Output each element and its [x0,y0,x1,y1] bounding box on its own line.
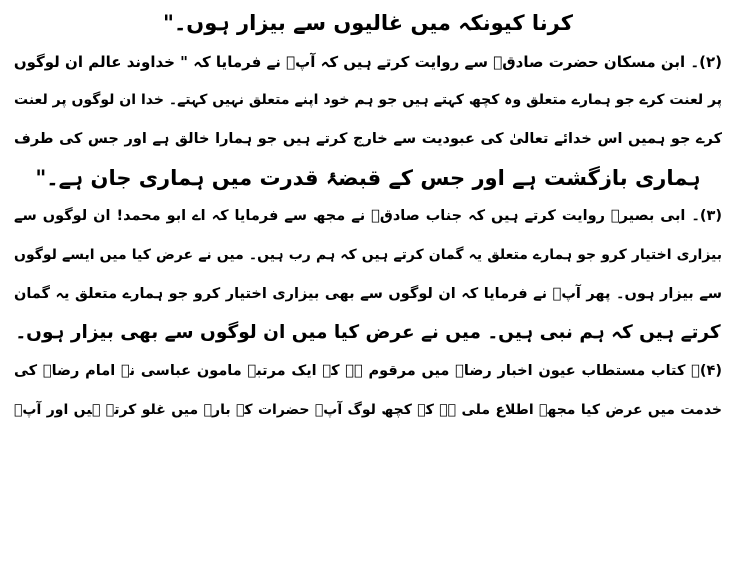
text-line-9: کرتے ہیں کہ ہم نبی ہیں۔ میں نے عرض کیا میں ان لوگوں سے بھی بیزار ہوں۔ [15,321,721,343]
text-line-11: خدمت میں عرض کیا مجھے اطلاع ملی ہے کہ کچھ لوگ آپؑ حضرات کے بارے میں غلو کرتے ہیں اور آپؑ [14,401,722,418]
text-line-3: پر لعنت کرے جو ہمارے متعلق وہ کچھ کہتے ہیں جو ہم خود اپنے متعلق نہیں کہتے۔ خدا ان لوگوں پر لعنت [14,92,722,109]
text-line-10: (۴)۔ کتاب مستطاب عیون اخبار رضاؑ میں مرقوم ہے کہ ایک مرتبہ مامون عباسی نے امام رضاؑ کی [14,363,722,380]
text-line-1: کرنا کیونکہ میں غالیوں سے بیزار ہوں۔" [163,11,573,35]
text-line-4: کرے جو ہمیں اس خدائے تعالیٰ کی عبودیت سے خارج کرتے ہیں جو ہمارا خالق ہے اور جس کی طرف [14,131,722,148]
text-line-6: (۳)۔ ابی بصیرؒ روایت کرتے ہیں کہ جناب صادقؑ نے مجھ سے فرمایا کہ اے ابو محمد! ان لوگوں سے [14,208,722,225]
text-line-7: بیزاری اختیار کرو جو ہمارے متعلق یہ گمان کرتے ہیں کہ ہم رب ہیں۔ میں نے عرض کیا میں ایسے لوگوں [14,247,722,264]
text-line-2: (۲)۔ ابن مسکان حضرت صادقؑ سے روایت کرتے ہیں کہ آپؑ نے فرمایا کہ " خداوند عالم ان لوگوں [14,52,722,71]
text-line-5: ہماری بازگشت ہے اور جس کے قبضۂ قدرت میں ہماری جان ہے۔" [35,165,701,190]
text-line-8: سے بیزار ہوں۔ پھر آپؑ نے فرمایا کہ ان لوگوں سے بھی بیزاری اختیار کرو جو ہمارے متعلق یہ گمان [14,285,722,302]
